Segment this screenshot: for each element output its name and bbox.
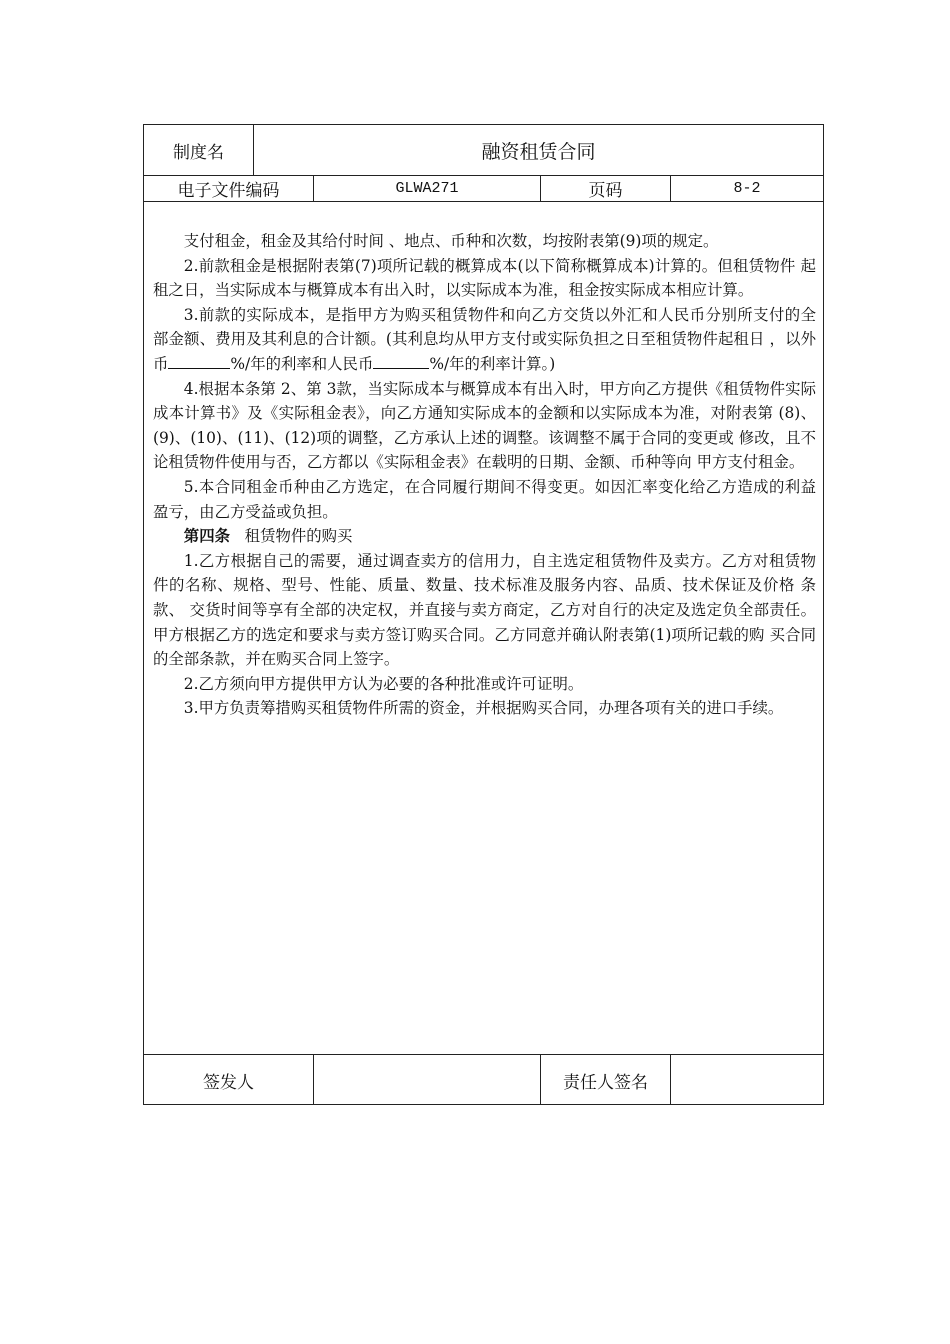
document-form [143,124,824,1105]
foreign-rate-blank [168,354,230,369]
paragraph-5: 5.本合同租金币种由乙方选定，在合同履行期间不得变更。如因汇率变化给乙方造成的利益 盈亏，由乙方受益或负担。 [153,477,816,521]
contract-text [153,229,816,721]
responsible-signature-field[interactable] [671,1055,823,1105]
responsible-label: 责任人签名 [541,1055,671,1105]
paragraph-3-part-1: 3.前款的实际成本，是指甲方为购买租赁物件和向乙方交货以外汇和人民币分别所支付的全 部金额、费用及其利息的合计额。(其利息均从甲方支付或实际负担之日至租赁物件起租日 ，以外币 [153,305,816,373]
article-4-item-2: 2.乙方须向甲方提供甲方认为必要的各种批准或许可证明。 [183,674,584,693]
article-4-heading [153,524,816,549]
file-code-label: 电子文件编码 [144,176,314,201]
page-number: 8-2 [733,180,761,197]
paragraph-3-part-2: %/年的利率和人民币 [230,354,374,373]
article-4-item-3: 3.甲方负责筹措购买租赁物件所需的资金，并根据购买合同，办理各项有关的进口手续。 [183,699,784,718]
header-row-title [144,125,823,176]
paragraph-1: 支付租金，租金及其给付时间 、地点、币种和次数，均按附表第(9)项的规定。 [183,232,719,250]
paragraph-3 [153,303,816,377]
article-4-number: 第四条 [183,527,230,546]
issuer-signature-field[interactable] [314,1055,541,1105]
name-label: 制度名 [144,125,254,175]
article-4-subtitle: 租赁物件的购买 [244,527,353,546]
file-code-value: GLWA271 [314,176,541,201]
content-area [144,202,823,1055]
issuer-label: 签发人 [144,1055,314,1105]
paragraph-3-part-3: %/年的利率计算。) [429,354,556,373]
paragraph-2: 2.前款租金是根据附表第(7)项所记载的概算成本(以下简称概算成本)计算的。但租赁物件 起租之日，当实际成本与概算成本有出入时，以实际成本为准，租金按实际成本相应计算。 [153,256,816,300]
article-4-item-1: 1.乙方根据自己的需要，通过调查卖方的信用力，自主选定租赁物件及卖方。乙方对租赁物 件的名称、规格、型号、性能、质量、数量、技术标准及服务内容、品质、技术保证及价格 条款、 交货时间等享有全部的决定权，并直接与卖方商定，乙方对自行的决定及选定负全部责任。 甲方根据乙方的选定和要求与卖方签订购买合同。乙方同意并确认附表第(1)项所记载的购 买合同的全部条款，并在购买合同上签字。 [153,551,816,669]
paragraph-4: 4.根据本条第 2、第 3款，当实际成本与概算成本有出入时，甲方向乙方提供《租赁物件实际 成本计算书》及《实际租金表》，向乙方通知实际成本的金额和以实际成本为准，对附表第 (8)、(9)、(10)、(11)、(12)项的调整，乙方承认上述的调整。该调整不属于合同的变更或 修改，且不论租赁物件使用与否，乙方都以《实际租金表》在载明的日期、金额、币种等向 甲方支付租金。 [153,379,816,472]
footer-row [144,1055,823,1105]
document-title: 融资租赁合同 [481,140,596,163]
header-row-code [144,176,823,202]
page-label: 页码 [541,176,671,201]
rmb-rate-blank [373,354,429,369]
